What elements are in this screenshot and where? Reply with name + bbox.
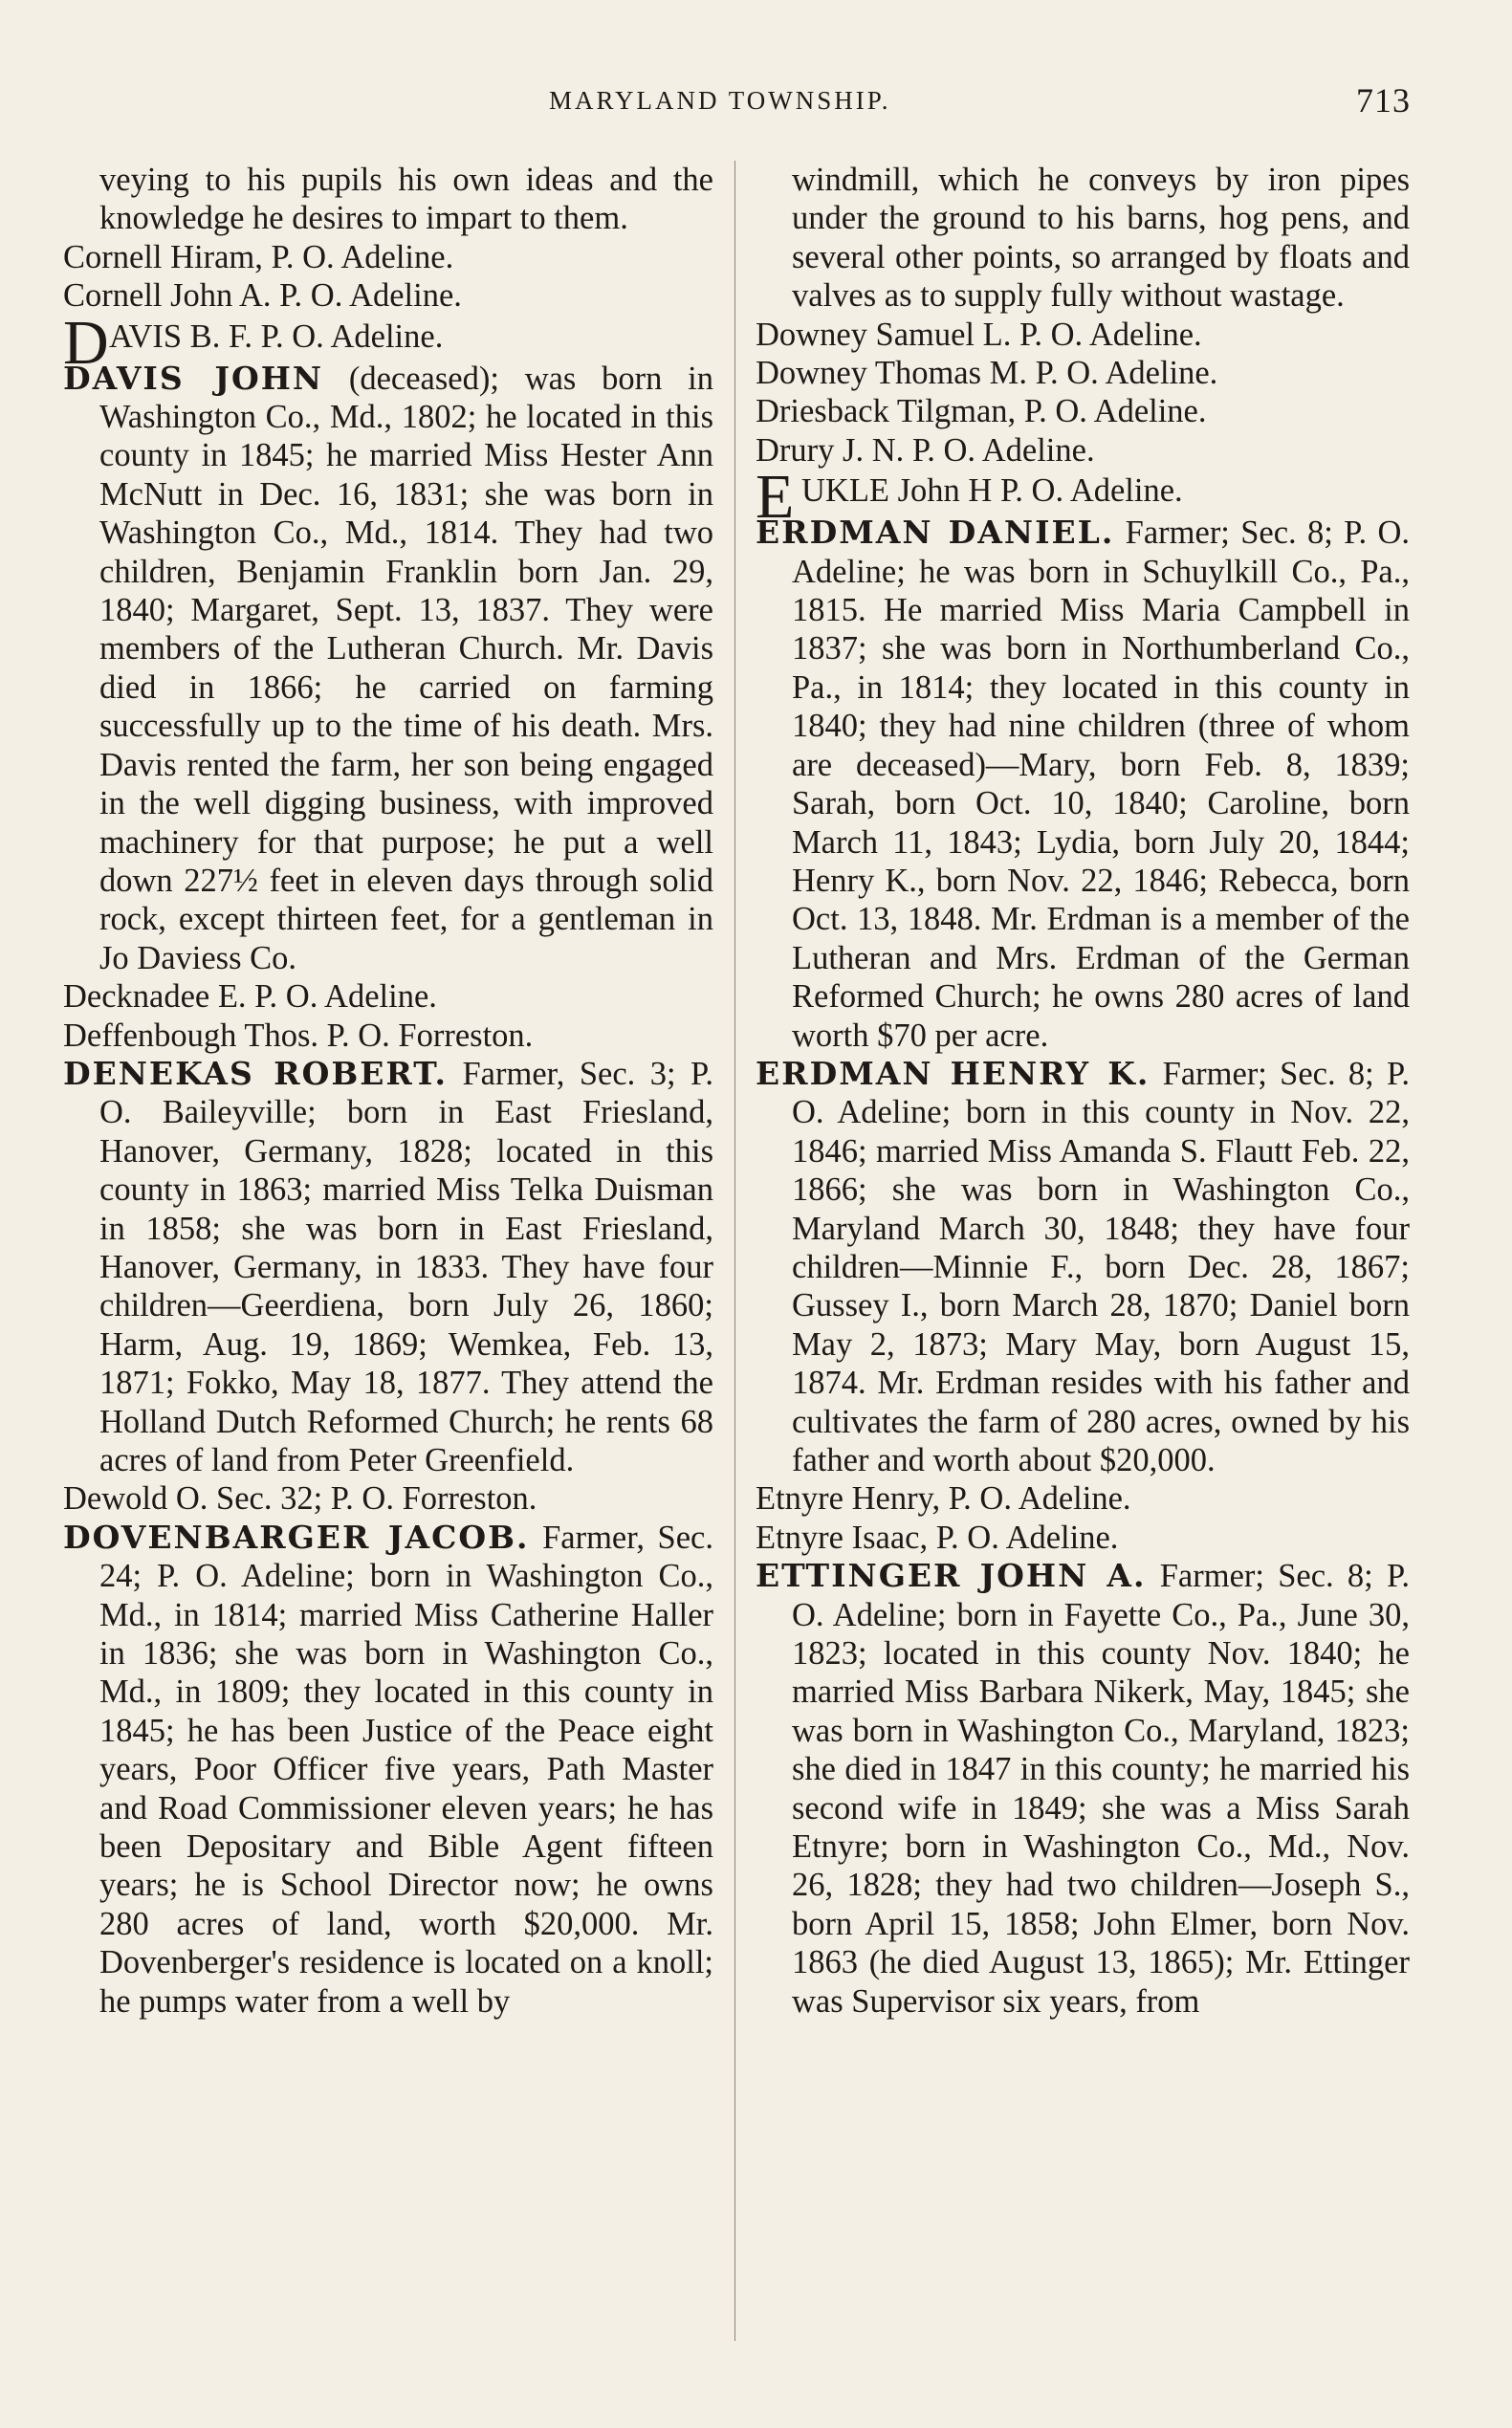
entry-text: Farmer, Sec. 3; P. O. Baileyville; born in East Friesland, Hanover, Germany, 1828; located in this county in 1863; married Miss Telka Duisman in 1858; she was born in East Friesland, Hanover, Germany, in 1833. They have four children—Geerdiena, born July 26, 1860; Harm, Aug. 19, 1869; Wemkea, Feb. 13, 1871; Fokko, May 18, 1877. They attend the Holland Dutch Reformed Church; he rents 68 acres of land from Peter Greenfield. (99, 1055, 713, 1478)
continued-paragraph: windmill, which he conveys by iron pipes under the ground to his barns, hog pens, and several other points, so arranged by floats and valves as to supply fully without wastage. (792, 162, 1410, 315)
biography-entry (63, 359, 714, 978)
entry-text: Farmer; Sec. 8; P. O. Adeline; born in this county in Nov. 22, 1846; married Miss Amanda S. Flautt Feb. 22, 1866; she was born in Washington Co., Maryland March 30, 1848; they have four children—Minnie F., born Dec. 28, 1867; Gussey I., born March 28, 1870; Daniel born May 2, 1873; Mary May, born August 15, 1874. Mr. Erdman resides with his father and cultivates the farm of 280 acres, owned by his father and worth about $20,000. (792, 1055, 1410, 1478)
running-title: MARYLAND TOWNSHIP. (549, 86, 891, 115)
directory-entry: Etnyre Isaac, P. O. Adeline. (756, 1519, 1119, 1556)
entry-text: Farmer; Sec. 8; P. O. Adeline; born in Fayette Co., Pa., June 30, 1823; located in this county Nov. 1840; he married Miss Barbara Nikerk, May, 1845; she was born in Washington Co., Maryland, 1823; she died in 1847 in this county; he married his second wife in 1849; she was a Miss Sarah Etnyre; born in Washington Co., Md., Nov. 26, 1828; they had two children—Joseph S., born April 15, 1858; John Elmer, born Nov. 1863 (he died August 13, 1865); Mr. Ettinger was Supervisor six years, from (792, 1558, 1410, 2020)
entry-text: UKLE John H P. O. Adeline. (801, 472, 1183, 510)
entry-text: Farmer; Sec. 8; P. O. Adeline; he was born in Schuylkill Co., Pa., 1815. He married Miss Maria Campbell in 1837; she was born in Northumberland Co., Pa., in 1814; they located in this county in 1840; they had nine children (three of whom are deceased)—Mary, born Feb. 8, 1839; Sarah, born Oct. 10, 1840; Caroline, born March 11, 1843; Lydia, born July 20, 1844; Henry K., born Nov. 22, 1846; Rebecca, born Oct. 13, 1848. Mr. Erdman is a member of the Lutheran and Mrs. Erdman of the German Reformed Church; he owns 280 acres of land worth $70 per acre. (792, 514, 1410, 1054)
left-column (63, 161, 713, 2021)
drop-cap-letter: D (63, 307, 109, 378)
directory-entry: Downey Samuel L. P. O. Adeline. (756, 316, 1202, 353)
column-divider (734, 161, 735, 2341)
continued-paragraph: veying to his pupils his own ideas and the knowledge he desires to impart to them. (99, 162, 713, 237)
directory-entry: Driesback Tilgman, P. O. Adeline. (756, 393, 1207, 430)
right-column (756, 161, 1410, 2021)
biography-entry (63, 1518, 713, 2021)
drop-cap-letter: E (756, 462, 795, 533)
entry-text: AVIS B. F. P. O. Adeline. (109, 317, 444, 355)
directory-entry: Decknadee E. P. O. Adeline. (63, 978, 437, 1016)
biography-entry (756, 1557, 1410, 2021)
entry-name: DENEKAS ROBERT. (63, 1054, 449, 1092)
entry-text: (deceased); was born in Washington Co., Md., 1802; he located in this county in 1845; he married Miss Hester Ann McNutt in Dec. 16, 1831; she was born in Washington Co., Md., 1814. They had two children, Benjamin Franklin born Jan. 29, 1840; Margaret, Sept. 13, 1837. They were members of the Lutheran Church. Mr. Davis died in 1866; he carried on farming successfully up to the time of his death. Mrs. Davis rented the farm, her son being engaged in the well digging business, with improved machinery for that purpose; he put a well down 227½ feet in eleven days through solid rock, except thirteen feet, for a gentleman in Jo Daviess Co. (99, 360, 714, 976)
biography-entry (63, 1054, 713, 1479)
entry-name: ERDMAN HENRY K. (756, 1054, 1150, 1092)
biography-entry (756, 514, 1410, 1055)
page-header (0, 80, 1512, 128)
entry-name: ERDMAN DANIEL. (756, 514, 1115, 552)
biography-entry (756, 1054, 1410, 1479)
directory-entry: Cornell Hiram, P. O. Adeline. (63, 238, 454, 275)
entry-text: Farmer, Sec. 24; P. O. Adeline; born in Washington Co., Md., in 1814; married Miss Catherine Haller in 1836; she was born in Washington Co., Md., in 1809; they located in this county in 1845; he has been Justice of the Peace eight years, Poor Officer five years, Path Master and Road Commissioner eleven years; he has been Depositary and Bible Agent fifteen years; he is School Director now; he owns 280 acres of land, worth $20,000. Mr. Dovenberger's residence is located on a knoll; he pumps water from a well by (99, 1519, 713, 2020)
entry-name: ETTINGER JOHN A. (756, 1557, 1147, 1595)
page-number: 713 (1356, 81, 1411, 120)
directory-entry: Etnyre Henry, P. O. Adeline. (756, 1480, 1131, 1518)
directory-entry: Cornell John A. P. O. Adeline. (63, 277, 462, 315)
entry-name: DAVIS JOHN (63, 359, 324, 397)
directory-entry: Downey Thomas M. P. O. Adeline. (756, 355, 1218, 392)
directory-entry: Deffenbough Thos. P. O. Forreston. (63, 1017, 534, 1054)
directory-entry: Dewold O. Sec. 32; P. O. Forreston. (63, 1480, 537, 1518)
entry-name: DOVENBARGER JACOB. (63, 1518, 530, 1556)
directory-entry: Drury J. N. P. O. Adeline. (756, 431, 1095, 469)
